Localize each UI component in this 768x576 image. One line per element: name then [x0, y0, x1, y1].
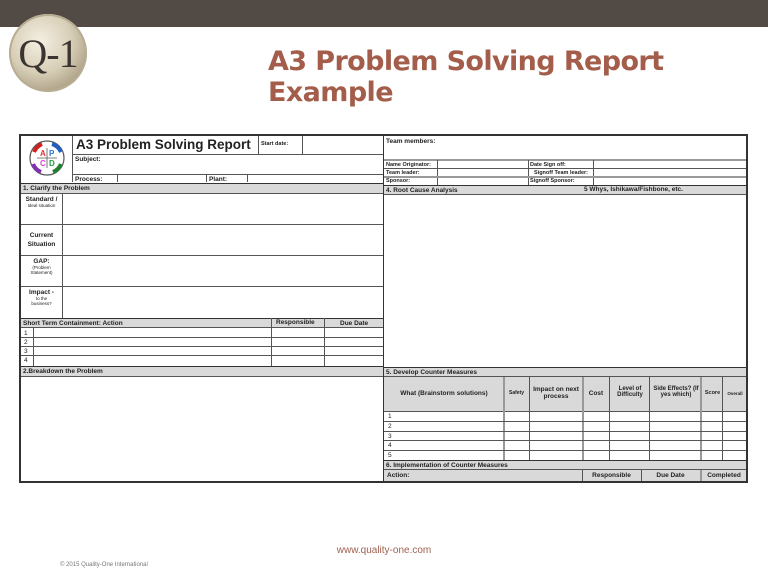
counter-measure-rows[interactable]: [396, 412, 746, 460]
subject-label: Subject:: [75, 156, 101, 163]
containment-action-fields[interactable]: [34, 329, 271, 366]
footer-copyright: © 2015 Quality-One International: [60, 562, 148, 568]
signoff-team-leader-label: Signoff Team leader:: [534, 170, 588, 176]
current-situation-label: Current Situation: [27, 232, 56, 248]
impact-field[interactable]: [63, 287, 383, 318]
start-date-label: Start date:: [261, 141, 289, 147]
action-label: Action:: [387, 472, 410, 479]
svg-text:D: D: [49, 159, 55, 168]
svg-text:P: P: [49, 149, 55, 158]
q1-logo: Q-1: [9, 14, 87, 92]
section-5-header: 5. Develop Counter Measures: [384, 367, 746, 377]
form-title: A3 Problem Solving Report: [76, 137, 251, 152]
standard-field[interactable]: [63, 194, 383, 224]
svg-text:C: C: [40, 159, 46, 168]
root-cause-field[interactable]: [384, 195, 746, 367]
gap-label: GAP: (Problem Statement): [30, 258, 53, 275]
process-field[interactable]: [118, 175, 206, 182]
originator-leader-sponsor-fields[interactable]: [438, 161, 527, 184]
plant-field[interactable]: [248, 175, 382, 182]
process-label: Process:: [75, 176, 103, 183]
a3-report-form: A P C D A3 Problem Solving Report Start date: Subject: Process: Plant: Team members: Name Originator: Team leader: Sponsor: Date Sign off: Signoff Team leader: Signoff Sponsor: 1. Clarify the Problem Standard / Ideal situation Current Situation GAP: (Problem Statement) Impact - to the business? Short Term Containment: Action Responsible Due Date 1 2 3 4 2.Breakdown the Problem 4. Root Cause Analysis 5 Whys, Ishikawa/Fishbone, etc. 5. Develop Counter Measures What (Brainstorm solutions) Safety Impact on next process Cost Level of Difficulty Side Effects? (If yes which) Score Overall 1 2 3 4 5 6. Implementation of Counter Measures Action: Responsible Due Date Completed: [19, 134, 748, 483]
section-1-header: 1. Clarify the Problem: [21, 183, 383, 194]
impl-completed-header: Completed: [707, 472, 741, 479]
gap-field[interactable]: [63, 256, 383, 286]
name-originator-label: Name Originator:: [386, 162, 431, 168]
sponsor-label: Sponsor:: [386, 178, 411, 184]
section-6-header: 6. Implementation of Counter Measures: [384, 460, 746, 470]
impl-responsible-header: Responsible: [592, 472, 631, 479]
breakdown-field[interactable]: [21, 377, 383, 481]
containment-due-date-header: Due Date: [340, 320, 369, 327]
team-members-label: Team members:: [386, 138, 436, 145]
standard-label: Standard / Ideal situation: [25, 196, 58, 208]
containment-header: Short Term Containment: Action: [21, 318, 383, 328]
section-4-header: 4. Root Cause Analysis: [384, 185, 746, 195]
date-signoff-label: Date Sign off:: [530, 162, 566, 168]
signoff-fields[interactable]: [594, 161, 746, 184]
team-leader-label: Team leader:: [386, 170, 420, 176]
impact-label: Impact - to the business?: [29, 289, 54, 306]
plant-label: Plant:: [209, 176, 228, 183]
pdca-cycle-icon: [24, 138, 70, 178]
subject-field[interactable]: [106, 155, 382, 174]
start-date-field[interactable]: [304, 137, 382, 153]
section-2-header: 2.Breakdown the Problem: [21, 366, 383, 377]
svg-text:A: A: [40, 149, 46, 158]
containment-responsible-header: Responsible: [276, 319, 315, 326]
current-situation-field[interactable]: [63, 225, 383, 255]
signoff-sponsor-label: Signoff Sponsor:: [530, 178, 575, 184]
section-4-hint: 5 Whys, Ishikawa/Fishbone, etc.: [584, 186, 683, 193]
impl-due-date-header: Due Date: [656, 472, 685, 479]
top-bar: [0, 0, 768, 27]
team-members-field[interactable]: [384, 146, 746, 160]
footer-url[interactable]: www.quality-one.com: [336, 545, 432, 556]
page-title: A3 Problem Solving Report Example: [268, 46, 664, 108]
